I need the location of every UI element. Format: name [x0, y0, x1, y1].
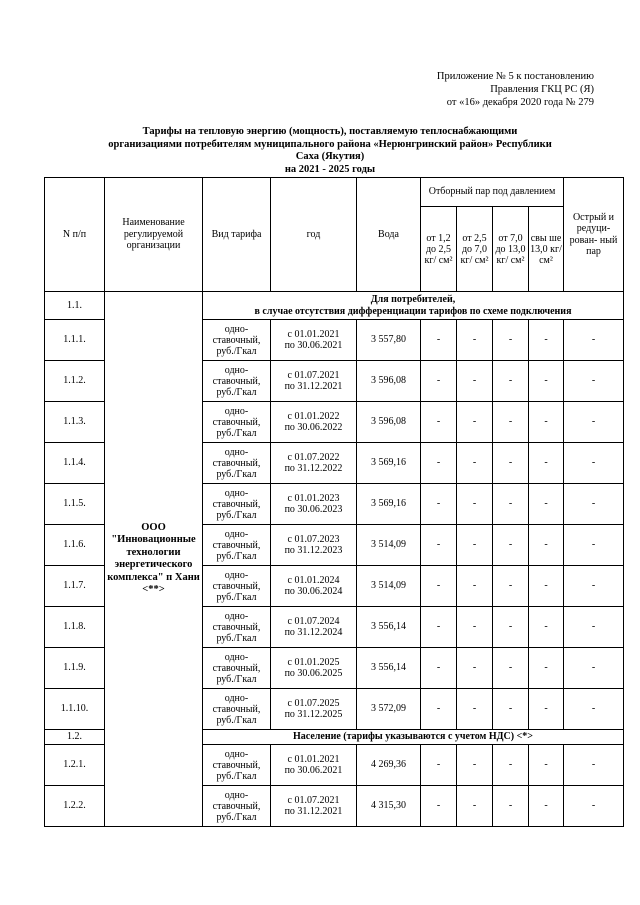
sharp-steam: -	[564, 320, 624, 361]
sharp-steam: -	[564, 484, 624, 525]
water-tariff: 3 514,09	[357, 525, 421, 566]
period-to: по 30.06.2023	[284, 504, 343, 515]
organization-name: ООО "Инновационные технологии энергетического комплекса" п Хани <**>	[105, 292, 203, 827]
row-number: 1.1.2.	[45, 361, 105, 402]
steam-1-2-5: -	[421, 689, 457, 730]
water-tariff: 3 572,09	[357, 689, 421, 730]
steam-7-13: -	[493, 566, 529, 607]
header-pressure-2	[457, 207, 493, 292]
header-pressure-1	[421, 207, 457, 292]
steam-over-13: -	[529, 689, 564, 730]
water-tariff: 4 269,36	[357, 745, 421, 786]
period-from: с 01.07.2024	[287, 615, 340, 627]
water-tariff: 4 315,30	[357, 786, 421, 827]
steam-7-13: -	[493, 689, 529, 730]
pressure-label: от 7,0 до 13,0 кг/ см²	[495, 232, 526, 266]
row-number: 1.1.1.	[45, 320, 105, 361]
period-from: с 01.07.2021	[287, 794, 340, 806]
sharp-steam: -	[564, 525, 624, 566]
steam-2-5-7: -	[457, 745, 493, 786]
steam-2-5-7: -	[457, 443, 493, 484]
tariff-type: одно- ставочный, руб./Гкал	[203, 402, 271, 443]
pressure-label: от 2,5 до 7,0 кг/ см²	[460, 232, 489, 266]
steam-2-5-7: -	[457, 484, 493, 525]
steam-over-13: -	[529, 786, 564, 827]
pressure-label: свы ше 13,0 кг/ см²	[530, 232, 562, 266]
section-title-line: Для потребителей,	[370, 294, 456, 305]
row-number: 1.1.8.	[45, 607, 105, 648]
steam-over-13: -	[529, 361, 564, 402]
steam-7-13: -	[493, 786, 529, 827]
tariff-period	[271, 607, 357, 648]
steam-7-13: -	[493, 525, 529, 566]
period-to: по 31.12.2021	[284, 381, 343, 392]
steam-over-13: -	[529, 648, 564, 689]
tariff-period	[271, 689, 357, 730]
row-number: 1.1.3.	[45, 402, 105, 443]
section-title-line: в случае отсутствия дифференциации тарифов по схеме подключения	[254, 305, 572, 317]
tariff-period	[271, 484, 357, 525]
row-number: 1.1.9.	[45, 648, 105, 689]
pressure-label: от 1,2 до 2,5 кг/ см²	[424, 232, 453, 266]
section-number: 1.1.	[45, 292, 105, 320]
steam-2-5-7: -	[457, 320, 493, 361]
header-type: Вид тарифа	[203, 178, 271, 292]
period-from: с 01.07.2021	[287, 369, 340, 381]
header-water: Вода	[357, 178, 421, 292]
steam-1-2-5: -	[421, 484, 457, 525]
period-from: с 01.01.2022	[287, 410, 340, 422]
tariff-type: одно- ставочный, руб./Гкал	[203, 689, 271, 730]
sharp-steam: -	[564, 786, 624, 827]
sharp-steam: -	[564, 745, 624, 786]
sharp-steam: -	[564, 566, 624, 607]
tariff-type: одно- ставочный, руб./Гкал	[203, 361, 271, 402]
row-number: 1.1.7.	[45, 566, 105, 607]
steam-7-13: -	[493, 320, 529, 361]
steam-over-13: -	[529, 484, 564, 525]
tariff-type: одно- ставочный, руб./Гкал	[203, 525, 271, 566]
tariff-table	[44, 177, 624, 827]
row-number: 1.2.1.	[45, 745, 105, 786]
water-tariff: 3 556,14	[357, 648, 421, 689]
water-tariff: 3 556,14	[357, 607, 421, 648]
water-tariff: 3 596,08	[357, 361, 421, 402]
steam-2-5-7: -	[457, 402, 493, 443]
title-line: Тарифы на тепловую энергию (мощность), поставляемую теплоснабжающими	[142, 126, 518, 137]
period-to: по 31.12.2022	[284, 463, 343, 474]
period-to: по 31.12.2023	[284, 545, 343, 556]
steam-7-13: -	[493, 361, 529, 402]
steam-2-5-7: -	[457, 566, 493, 607]
tariff-type: одно- ставочный, руб./Гкал	[203, 320, 271, 361]
tariff-period	[271, 320, 357, 361]
title-line: Саха (Якутия)	[295, 151, 365, 162]
steam-2-5-7: -	[457, 525, 493, 566]
steam-1-2-5: -	[421, 566, 457, 607]
header-sharp-steam: Острый и редуци- рован- ный пар	[564, 178, 624, 292]
tariff-type: одно- ставочный, руб./Гкал	[203, 443, 271, 484]
water-tariff: 3 596,08	[357, 402, 421, 443]
steam-over-13: -	[529, 402, 564, 443]
row-number: 1.1.6.	[45, 525, 105, 566]
row-number: 1.2.2.	[45, 786, 105, 827]
title-line: на 2021 - 2025 годы	[284, 163, 376, 175]
steam-over-13: -	[529, 745, 564, 786]
tariff-type: одно- ставочный, руб./Гкал	[203, 648, 271, 689]
water-tariff: 3 569,16	[357, 484, 421, 525]
steam-2-5-7: -	[457, 607, 493, 648]
document-title	[70, 126, 590, 176]
row-number: 1.1.10.	[45, 689, 105, 730]
period-to: по 30.06.2021	[284, 340, 343, 351]
appendix-line: Приложение № 5 к постановлению	[436, 71, 594, 82]
appendix-line: от «16» декабря 2020 года № 279	[446, 97, 594, 108]
period-to: по 30.06.2024	[284, 586, 343, 597]
steam-1-2-5: -	[421, 607, 457, 648]
header-org: Наименование регулируемой организации	[105, 178, 203, 292]
sharp-steam: -	[564, 648, 624, 689]
steam-1-2-5: -	[421, 745, 457, 786]
tariff-period	[271, 443, 357, 484]
steam-2-5-7: -	[457, 648, 493, 689]
tariff-period	[271, 361, 357, 402]
sharp-steam: -	[564, 607, 624, 648]
tariff-type: одно- ставочный, руб./Гкал	[203, 786, 271, 827]
period-to: по 30.06.2022	[284, 422, 343, 433]
tariff-period	[271, 402, 357, 443]
tariff-type: одно- ставочный, руб./Гкал	[203, 566, 271, 607]
steam-over-13: -	[529, 525, 564, 566]
section-row	[45, 292, 624, 320]
section-number: 1.2.	[45, 730, 105, 745]
steam-2-5-7: -	[457, 361, 493, 402]
water-tariff: 3 514,09	[357, 566, 421, 607]
steam-7-13: -	[493, 607, 529, 648]
steam-7-13: -	[493, 443, 529, 484]
steam-1-2-5: -	[421, 648, 457, 689]
tariff-type: одно- ставочный, руб./Гкал	[203, 484, 271, 525]
period-to: по 30.06.2025	[284, 668, 343, 679]
tariff-period	[271, 566, 357, 607]
header-steam: Отборный пар под давлением	[421, 178, 564, 207]
period-to: по 31.12.2021	[284, 806, 343, 817]
header-num: N п/п	[45, 178, 105, 292]
tariff-type: одно- ставочный, руб./Гкал	[203, 607, 271, 648]
period-from: с 01.07.2023	[287, 533, 340, 545]
appendix-note	[437, 70, 594, 109]
water-tariff: 3 569,16	[357, 443, 421, 484]
title-line: организациями потребителям муниципального района «Нерюнгринский район» Республики	[108, 138, 552, 150]
header-row	[45, 178, 624, 207]
row-number: 1.1.5.	[45, 484, 105, 525]
steam-7-13: -	[493, 745, 529, 786]
steam-7-13: -	[493, 484, 529, 525]
header-year: год	[271, 178, 357, 292]
sharp-steam: -	[564, 689, 624, 730]
period-from: с 01.07.2025	[287, 697, 340, 709]
period-from: с 01.01.2023	[287, 492, 340, 504]
tariff-period	[271, 745, 357, 786]
steam-1-2-5: -	[421, 320, 457, 361]
steam-7-13: -	[493, 402, 529, 443]
sharp-steam: -	[564, 402, 624, 443]
steam-7-13: -	[493, 648, 529, 689]
period-from: с 01.07.2022	[287, 451, 340, 463]
section-title: Население (тарифы указываются с учетом НДС) <*>	[203, 730, 624, 745]
steam-over-13: -	[529, 607, 564, 648]
steam-1-2-5: -	[421, 402, 457, 443]
steam-over-13: -	[529, 566, 564, 607]
sharp-steam: -	[564, 443, 624, 484]
steam-1-2-5: -	[421, 525, 457, 566]
tariff-period	[271, 525, 357, 566]
water-tariff: 3 557,80	[357, 320, 421, 361]
steam-2-5-7: -	[457, 786, 493, 827]
period-from: с 01.01.2024	[287, 574, 340, 586]
tariff-type: одно- ставочный, руб./Гкал	[203, 745, 271, 786]
section-title	[203, 292, 624, 320]
steam-1-2-5: -	[421, 786, 457, 827]
row-number: 1.1.4.	[45, 443, 105, 484]
steam-1-2-5: -	[421, 443, 457, 484]
steam-1-2-5: -	[421, 361, 457, 402]
header-pressure-3	[493, 207, 529, 292]
period-to: по 31.12.2025	[284, 709, 343, 720]
period-to: по 30.06.2021	[284, 765, 343, 776]
steam-over-13: -	[529, 443, 564, 484]
header-pressure-4	[529, 207, 564, 292]
tariff-period	[271, 648, 357, 689]
appendix-line: Правления ГКЦ РС (Я)	[490, 84, 594, 95]
steam-2-5-7: -	[457, 689, 493, 730]
tariff-period	[271, 786, 357, 827]
period-from: с 01.01.2025	[287, 656, 340, 668]
period-from: с 01.01.2021	[287, 753, 340, 765]
sharp-steam: -	[564, 361, 624, 402]
period-from: с 01.01.2021	[287, 328, 340, 340]
steam-over-13: -	[529, 320, 564, 361]
period-to: по 31.12.2024	[284, 627, 343, 638]
